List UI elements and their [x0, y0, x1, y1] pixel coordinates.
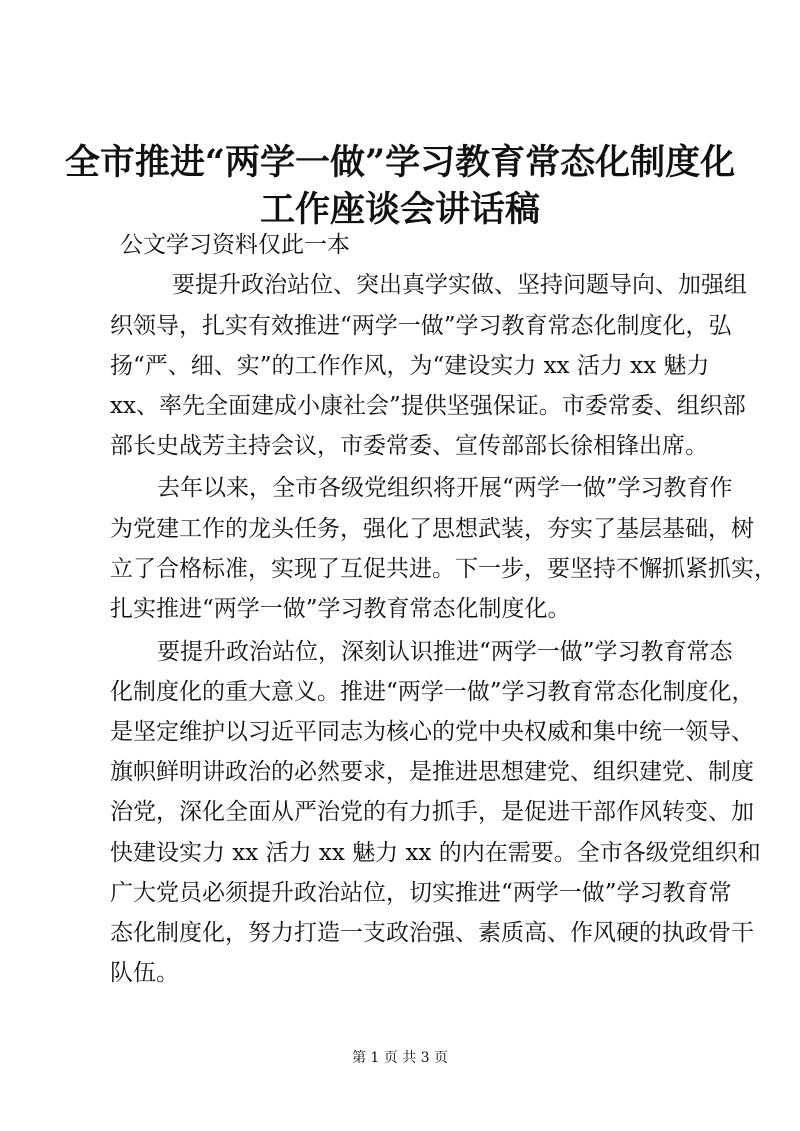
paragraph-line: 态化制度化，努力打造一支政治强、素质高、作风硬的执政骨干: [110, 920, 754, 946]
paragraph-line: xx、率先全面建成小康社会”提供坚强保证。市委常委、组织部: [110, 393, 746, 419]
paragraph-line: 旗帜鲜明讲政治的必然要求，是推进思想建党、组织建党、制度: [110, 759, 754, 785]
paragraph-line: 广大党员必须提升政治站位，切实推进“两学一做”学习教育常: [110, 880, 732, 906]
paragraph-line: 扎实推进“两学一做”学习教育常态化制度化。: [110, 596, 571, 622]
paragraph-line: 织领导，扎实有效推进“两学一做”学习教育常态化制度化，弘: [110, 313, 732, 339]
document-title-line-1: 全市推进“两学一做”学习教育常态化制度化: [64, 142, 736, 183]
paragraph-line: 部长史战芳主持会议，市委常委、宣传部部长徐相锋出席。: [110, 433, 708, 459]
paragraph-line: 队伍。: [110, 960, 179, 986]
page-footer: 第 1 页 共 3 页: [351, 1050, 449, 1066]
document-title-line-2: 工作座谈会讲话稿: [259, 189, 540, 230]
paragraph-line: 要提升政治站位，深刻认识推进“两学一做”学习教育常态: [157, 639, 733, 665]
paragraph-line: 化制度化的重大意义。推进“两学一做”学习教育常态化制度化，: [110, 679, 755, 705]
paragraph-line: 扬“严、细、实”的工作作风，为“建设实力 xx 活力 xx 魅力: [110, 353, 710, 379]
paragraph-line: 为党建工作的龙头任务，强化了思想武装，夯实了基层基础，树: [110, 516, 754, 542]
document-note: 公文学习资料仅此一本: [120, 232, 350, 258]
paragraph-line: 是坚定维护以习近平同志为核心的党中央权威和集中统一领导、: [110, 719, 754, 745]
paragraph-line: 要提升政治站位、突出真学实做、坚持问题导向、加强组: [172, 272, 747, 298]
paragraph-line: 治党，深化全面从严治党的有力抓手，是促进干部作风转变、加: [110, 799, 754, 825]
paragraph-line: 快建设实力 xx 活力 xx 魅力 xx 的内在需要。全市各级党组织和: [110, 840, 761, 866]
paragraph-line: 立了合格标准，实现了互促共进。下一步，要坚持不懈抓紧抓实，: [110, 556, 777, 582]
paragraph-line: 去年以来，全市各级党组织将开展“两学一做”学习教育作: [157, 475, 733, 501]
